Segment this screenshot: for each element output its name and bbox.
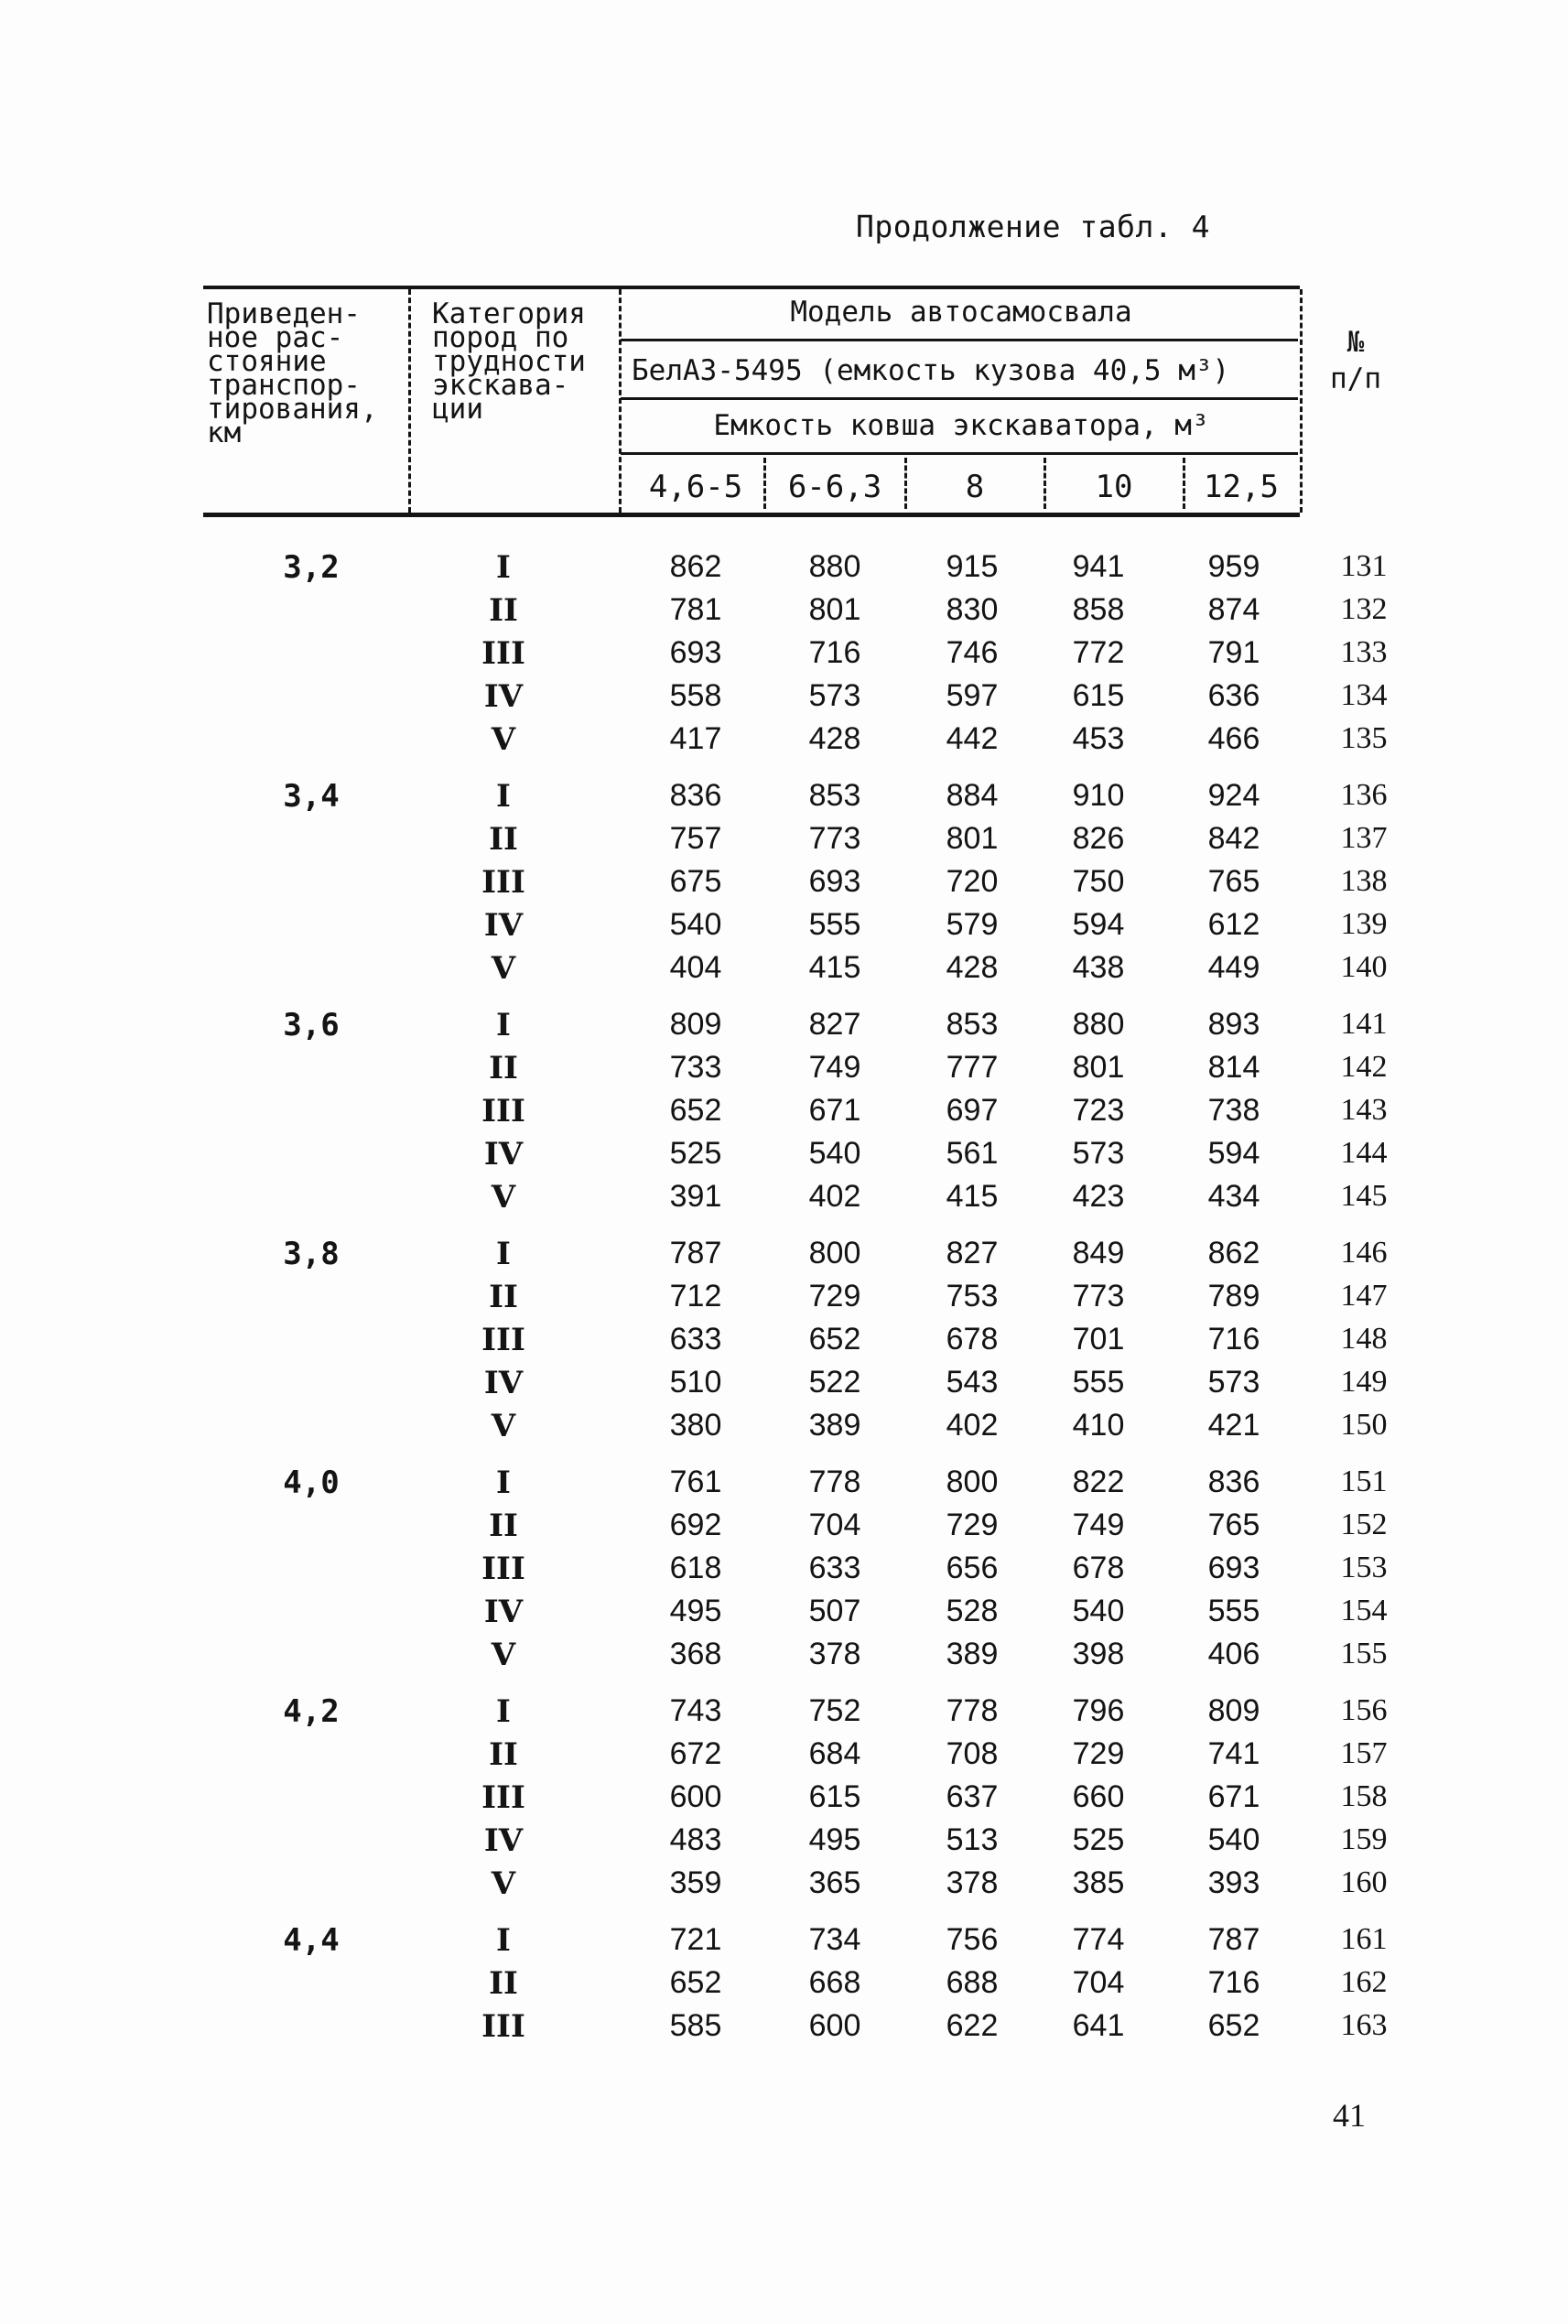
table-cell: 801: [808, 592, 861, 627]
bucket-divider: [904, 458, 907, 509]
table-cell: 781: [669, 592, 722, 627]
table-cell: 796: [1072, 1693, 1125, 1728]
table-cell: 836: [669, 778, 722, 813]
table-cell: 423: [1072, 1179, 1125, 1214]
row-number: 160: [1340, 1865, 1388, 1899]
table-cell: 884: [946, 778, 999, 813]
row-number: 137: [1340, 821, 1388, 855]
table-cell: 368: [669, 1637, 722, 1671]
category-value: IV: [483, 1365, 524, 1401]
bucket-size: 6-6,3: [787, 469, 882, 505]
header-divider: [1300, 289, 1303, 513]
category-value: V: [491, 1408, 516, 1444]
table-cell: 773: [1072, 1279, 1125, 1313]
table-cell: 417: [669, 721, 722, 756]
table-cell: 561: [946, 1136, 999, 1171]
table-cell: 671: [1207, 1779, 1260, 1814]
table-cell: 774: [1072, 1922, 1125, 1957]
table-cell: 573: [1207, 1365, 1260, 1400]
table-cell: 772: [1072, 635, 1125, 670]
row-number: 161: [1340, 1922, 1388, 1956]
table-cell: 378: [946, 1865, 999, 1900]
table-cell: 692: [669, 1508, 722, 1542]
category-value: IV: [483, 1136, 524, 1173]
table-cell: 704: [1072, 1965, 1125, 2000]
table-cell: 555: [1207, 1594, 1260, 1628]
category-value: II: [489, 1508, 518, 1544]
category-value: II: [489, 1965, 518, 2002]
truck-rule: [621, 397, 1298, 400]
table-cell: 862: [669, 549, 722, 584]
bucket-divider: [763, 458, 766, 509]
table-cell: 579: [946, 907, 999, 942]
table-cell: 801: [1072, 1050, 1125, 1085]
table-cell: 597: [946, 678, 999, 713]
row-number: 132: [1340, 592, 1388, 626]
bucket-size: 12,5: [1204, 469, 1279, 505]
header-model: Модель автосамосвала: [790, 296, 1132, 329]
row-number: 151: [1340, 1465, 1388, 1498]
table-cell: 633: [808, 1551, 861, 1585]
table-cell: 880: [808, 549, 861, 584]
table-cell: 809: [669, 1007, 722, 1042]
table-cell: 540: [669, 907, 722, 942]
table-cell: 800: [946, 1465, 999, 1499]
table-cell: 513: [946, 1822, 999, 1857]
category-value: I: [496, 1007, 511, 1043]
table-cell: 522: [808, 1365, 861, 1400]
table-cell: 404: [669, 950, 722, 985]
table-cell: 600: [669, 1779, 722, 1814]
distance-value: 4,4: [283, 1922, 340, 1959]
table-cell: 757: [669, 821, 722, 856]
category-value: II: [489, 821, 518, 858]
table-cell: 822: [1072, 1465, 1125, 1499]
table-cell: 809: [1207, 1693, 1260, 1728]
table-cell: 378: [808, 1637, 861, 1671]
bucket-divider: [1044, 458, 1046, 509]
table-cell: 842: [1207, 821, 1260, 856]
table-cell: 749: [1072, 1508, 1125, 1542]
header-distance: Приведен- ное рас- стояние транспор- тирования, км: [207, 297, 378, 449]
table-cell: 693: [669, 635, 722, 670]
table-cell: 801: [946, 821, 999, 856]
category-value: V: [491, 950, 516, 987]
table-cell: 406: [1207, 1637, 1260, 1671]
table-cell: 716: [808, 635, 861, 670]
table-cell: 615: [1072, 678, 1125, 713]
table-cell: 415: [808, 950, 861, 985]
table-cell: 734: [808, 1922, 861, 1957]
table-cell: 585: [669, 2008, 722, 2043]
header-truck: БелАЗ-5495 (емкость кузова 40,5 м³): [632, 354, 1230, 387]
header-category: Категория пород по трудности экскава- ции: [432, 297, 586, 426]
table-cell: 402: [946, 1408, 999, 1443]
table-cell: 453: [1072, 721, 1125, 756]
category-value: IV: [483, 678, 524, 715]
table-cell: 466: [1207, 721, 1260, 756]
table-cell: 668: [808, 1965, 861, 2000]
table-cell: 449: [1207, 950, 1260, 985]
table-cell: 612: [1207, 907, 1260, 942]
table-cell: 853: [808, 778, 861, 813]
table-cell: 671: [808, 1093, 861, 1128]
category-value: III: [481, 1093, 525, 1130]
table-cell: 672: [669, 1736, 722, 1771]
table-cell: 594: [1072, 907, 1125, 942]
page-number: 41: [1333, 2097, 1366, 2134]
table-cell: 573: [1072, 1136, 1125, 1171]
row-number: 134: [1340, 678, 1388, 712]
table-cell: 525: [1072, 1822, 1125, 1857]
table-cell: 941: [1072, 549, 1125, 584]
header-number: № п/п: [1330, 326, 1381, 395]
category-value: III: [481, 1779, 525, 1816]
category-value: I: [496, 549, 511, 586]
table-cell: 415: [946, 1179, 999, 1214]
table-cell: 410: [1072, 1408, 1125, 1443]
table-cell: 678: [1072, 1551, 1125, 1585]
category-value: II: [489, 1736, 518, 1773]
row-number: 152: [1340, 1508, 1388, 1541]
table-cell: 510: [669, 1365, 722, 1400]
table-cell: 540: [1207, 1822, 1260, 1857]
table-cell: 729: [1072, 1736, 1125, 1771]
table-cell: 675: [669, 864, 722, 899]
table-cell: 746: [946, 635, 999, 670]
row-number: 138: [1340, 864, 1388, 898]
table-cell: 543: [946, 1365, 999, 1400]
category-value: II: [489, 1279, 518, 1315]
table-cell: 656: [946, 1551, 999, 1585]
table-cell: 697: [946, 1093, 999, 1128]
table-cell: 684: [808, 1736, 861, 1771]
table-cell: 738: [1207, 1093, 1260, 1128]
category-value: IV: [483, 907, 524, 944]
table-cell: 778: [946, 1693, 999, 1728]
table-cell: 442: [946, 721, 999, 756]
table-cell: 720: [946, 864, 999, 899]
table-cell: 761: [669, 1465, 722, 1499]
table-cell: 729: [808, 1279, 861, 1313]
category-value: IV: [483, 1822, 524, 1859]
table-cell: 853: [946, 1007, 999, 1042]
table-cell: 652: [669, 1093, 722, 1128]
category-value: V: [491, 1179, 516, 1216]
model-rule: [621, 339, 1298, 341]
table-cell: 558: [669, 678, 722, 713]
row-number: 150: [1340, 1408, 1388, 1442]
category-value: III: [481, 864, 525, 901]
table-cell: 827: [946, 1236, 999, 1270]
table-cell: 389: [808, 1408, 861, 1443]
header-bottom-rule: [203, 513, 1300, 517]
table-cell: 637: [946, 1779, 999, 1814]
table-cell: 791: [1207, 635, 1260, 670]
bucket-size: 4,6-5: [648, 469, 743, 505]
row-number: 145: [1340, 1179, 1388, 1213]
table-cell: 434: [1207, 1179, 1260, 1214]
row-number: 158: [1340, 1779, 1388, 1813]
table-cell: 688: [946, 1965, 999, 2000]
table-cell: 862: [1207, 1236, 1260, 1270]
table-cell: 777: [946, 1050, 999, 1085]
table-cell: 910: [1072, 778, 1125, 813]
distance-value: 3,6: [283, 1007, 340, 1043]
table-cell: 438: [1072, 950, 1125, 985]
table-cell: 723: [1072, 1093, 1125, 1128]
table-cell: 622: [946, 2008, 999, 2043]
table-cell: 660: [1072, 1779, 1125, 1814]
table-cell: 765: [1207, 864, 1260, 899]
category-value: III: [481, 1322, 525, 1358]
row-number: 136: [1340, 778, 1388, 812]
row-number: 157: [1340, 1736, 1388, 1770]
row-number: 163: [1340, 2008, 1388, 2042]
table-cell: 618: [669, 1551, 722, 1585]
table-cell: 729: [946, 1508, 999, 1542]
table-cell: 778: [808, 1465, 861, 1499]
table-cell: 365: [808, 1865, 861, 1900]
table-cell: 874: [1207, 592, 1260, 627]
table-cell: 827: [808, 1007, 861, 1042]
category-value: II: [489, 592, 518, 629]
table-cell: 789: [1207, 1279, 1260, 1313]
table-cell: 540: [808, 1136, 861, 1171]
table-cell: 830: [946, 592, 999, 627]
category-value: V: [491, 721, 516, 758]
table-cell: 652: [808, 1322, 861, 1357]
row-number: 135: [1340, 721, 1388, 755]
table-cell: 849: [1072, 1236, 1125, 1270]
row-number: 155: [1340, 1637, 1388, 1670]
table-cell: 636: [1207, 678, 1260, 713]
row-number: 159: [1340, 1822, 1388, 1856]
table-cell: 633: [669, 1322, 722, 1357]
table-cell: 721: [669, 1922, 722, 1957]
bucket-divider: [1183, 458, 1185, 509]
table-cell: 733: [669, 1050, 722, 1085]
table-cell: 701: [1072, 1322, 1125, 1357]
distance-value: 3,4: [283, 778, 340, 815]
table-cell: 555: [808, 907, 861, 942]
table-cell: 573: [808, 678, 861, 713]
table-cell: 752: [808, 1693, 861, 1728]
table-cell: 600: [808, 2008, 861, 2043]
table-cell: 743: [669, 1693, 722, 1728]
table-cell: 787: [1207, 1922, 1260, 1957]
distance-value: 4,2: [283, 1693, 340, 1730]
table-cell: 398: [1072, 1637, 1125, 1671]
table-cell: 528: [946, 1594, 999, 1628]
table-cell: 380: [669, 1408, 722, 1443]
table-cell: 594: [1207, 1136, 1260, 1171]
header-bucket: Емкость ковша экскаватора, м³: [713, 409, 1209, 442]
table-cell: 652: [669, 1965, 722, 2000]
table-cell: 826: [1072, 821, 1125, 856]
table-cell: 716: [1207, 1965, 1260, 2000]
row-number: 147: [1340, 1279, 1388, 1313]
table-cell: 915: [946, 549, 999, 584]
table-cell: 615: [808, 1779, 861, 1814]
table-cell: 495: [669, 1594, 722, 1628]
row-number: 133: [1340, 635, 1388, 669]
row-number: 146: [1340, 1236, 1388, 1270]
row-number: 156: [1340, 1693, 1388, 1727]
table-cell: 678: [946, 1322, 999, 1357]
table-cell: 495: [808, 1822, 861, 1857]
table-cell: 749: [808, 1050, 861, 1085]
table-cell: 800: [808, 1236, 861, 1270]
table-cell: 893: [1207, 1007, 1260, 1042]
table-cell: 652: [1207, 2008, 1260, 2043]
table-cell: 858: [1072, 592, 1125, 627]
bucket-rule: [621, 452, 1298, 455]
row-number: 148: [1340, 1322, 1388, 1356]
table-cell: 385: [1072, 1865, 1125, 1900]
table-cell: 428: [808, 721, 861, 756]
row-number: 149: [1340, 1365, 1388, 1399]
bucket-size: 10: [1095, 469, 1133, 505]
table-cell: 389: [946, 1637, 999, 1671]
table-cell: 428: [946, 950, 999, 985]
table-cell: 959: [1207, 549, 1260, 584]
row-number: 141: [1340, 1007, 1388, 1041]
table-cell: 741: [1207, 1736, 1260, 1771]
table-cell: 507: [808, 1594, 861, 1628]
table-cell: 540: [1072, 1594, 1125, 1628]
row-number: 140: [1340, 950, 1388, 984]
table-cell: 641: [1072, 2008, 1125, 2043]
table-cell: 814: [1207, 1050, 1260, 1085]
category-value: II: [489, 1050, 518, 1086]
table-cell: 359: [669, 1865, 722, 1900]
category-value: V: [491, 1865, 516, 1902]
distance-value: 3,8: [283, 1236, 340, 1272]
distance-value: 3,2: [283, 549, 340, 586]
category-value: IV: [483, 1594, 524, 1630]
table-cell: 836: [1207, 1465, 1260, 1499]
table-cell: 402: [808, 1179, 861, 1214]
category-value: III: [481, 635, 525, 672]
table-cell: 693: [1207, 1551, 1260, 1585]
table-cell: 716: [1207, 1322, 1260, 1357]
table-cell: 525: [669, 1136, 722, 1171]
table-cell: 765: [1207, 1508, 1260, 1542]
table-cell: 750: [1072, 864, 1125, 899]
table-cell: 483: [669, 1822, 722, 1857]
header-divider: [408, 289, 411, 513]
category-value: I: [496, 1693, 511, 1730]
table-cell: 708: [946, 1736, 999, 1771]
table-cell: 712: [669, 1279, 722, 1313]
table-caption: Продолжение табл. 4: [856, 209, 1210, 244]
category-value: I: [496, 1236, 511, 1272]
row-number: 143: [1340, 1093, 1388, 1127]
table-cell: 393: [1207, 1865, 1260, 1900]
category-value: III: [481, 1551, 525, 1587]
row-number: 144: [1340, 1136, 1388, 1170]
category-value: I: [496, 1465, 511, 1501]
table-cell: 880: [1072, 1007, 1125, 1042]
category-value: I: [496, 1922, 511, 1959]
category-value: I: [496, 778, 511, 815]
category-value: V: [491, 1637, 516, 1673]
table-cell: 421: [1207, 1408, 1260, 1443]
table-cell: 753: [946, 1279, 999, 1313]
row-number: 154: [1340, 1594, 1388, 1627]
table-cell: 704: [808, 1508, 861, 1542]
table-cell: 787: [669, 1236, 722, 1270]
table-cell: 756: [946, 1922, 999, 1957]
bucket-size: 8: [965, 469, 985, 505]
category-value: III: [481, 2008, 525, 2045]
row-number: 131: [1340, 549, 1388, 583]
table-cell: 773: [808, 821, 861, 856]
header-top-rule: [203, 286, 1300, 289]
row-number: 139: [1340, 907, 1388, 941]
table-cell: 555: [1072, 1365, 1125, 1400]
row-number: 162: [1340, 1965, 1388, 1999]
table-cell: 693: [808, 864, 861, 899]
header-divider: [619, 289, 622, 513]
row-number: 153: [1340, 1551, 1388, 1584]
table-cell: 924: [1207, 778, 1260, 813]
distance-value: 4,0: [283, 1465, 340, 1501]
row-number: 142: [1340, 1050, 1388, 1084]
table-cell: 391: [669, 1179, 722, 1214]
